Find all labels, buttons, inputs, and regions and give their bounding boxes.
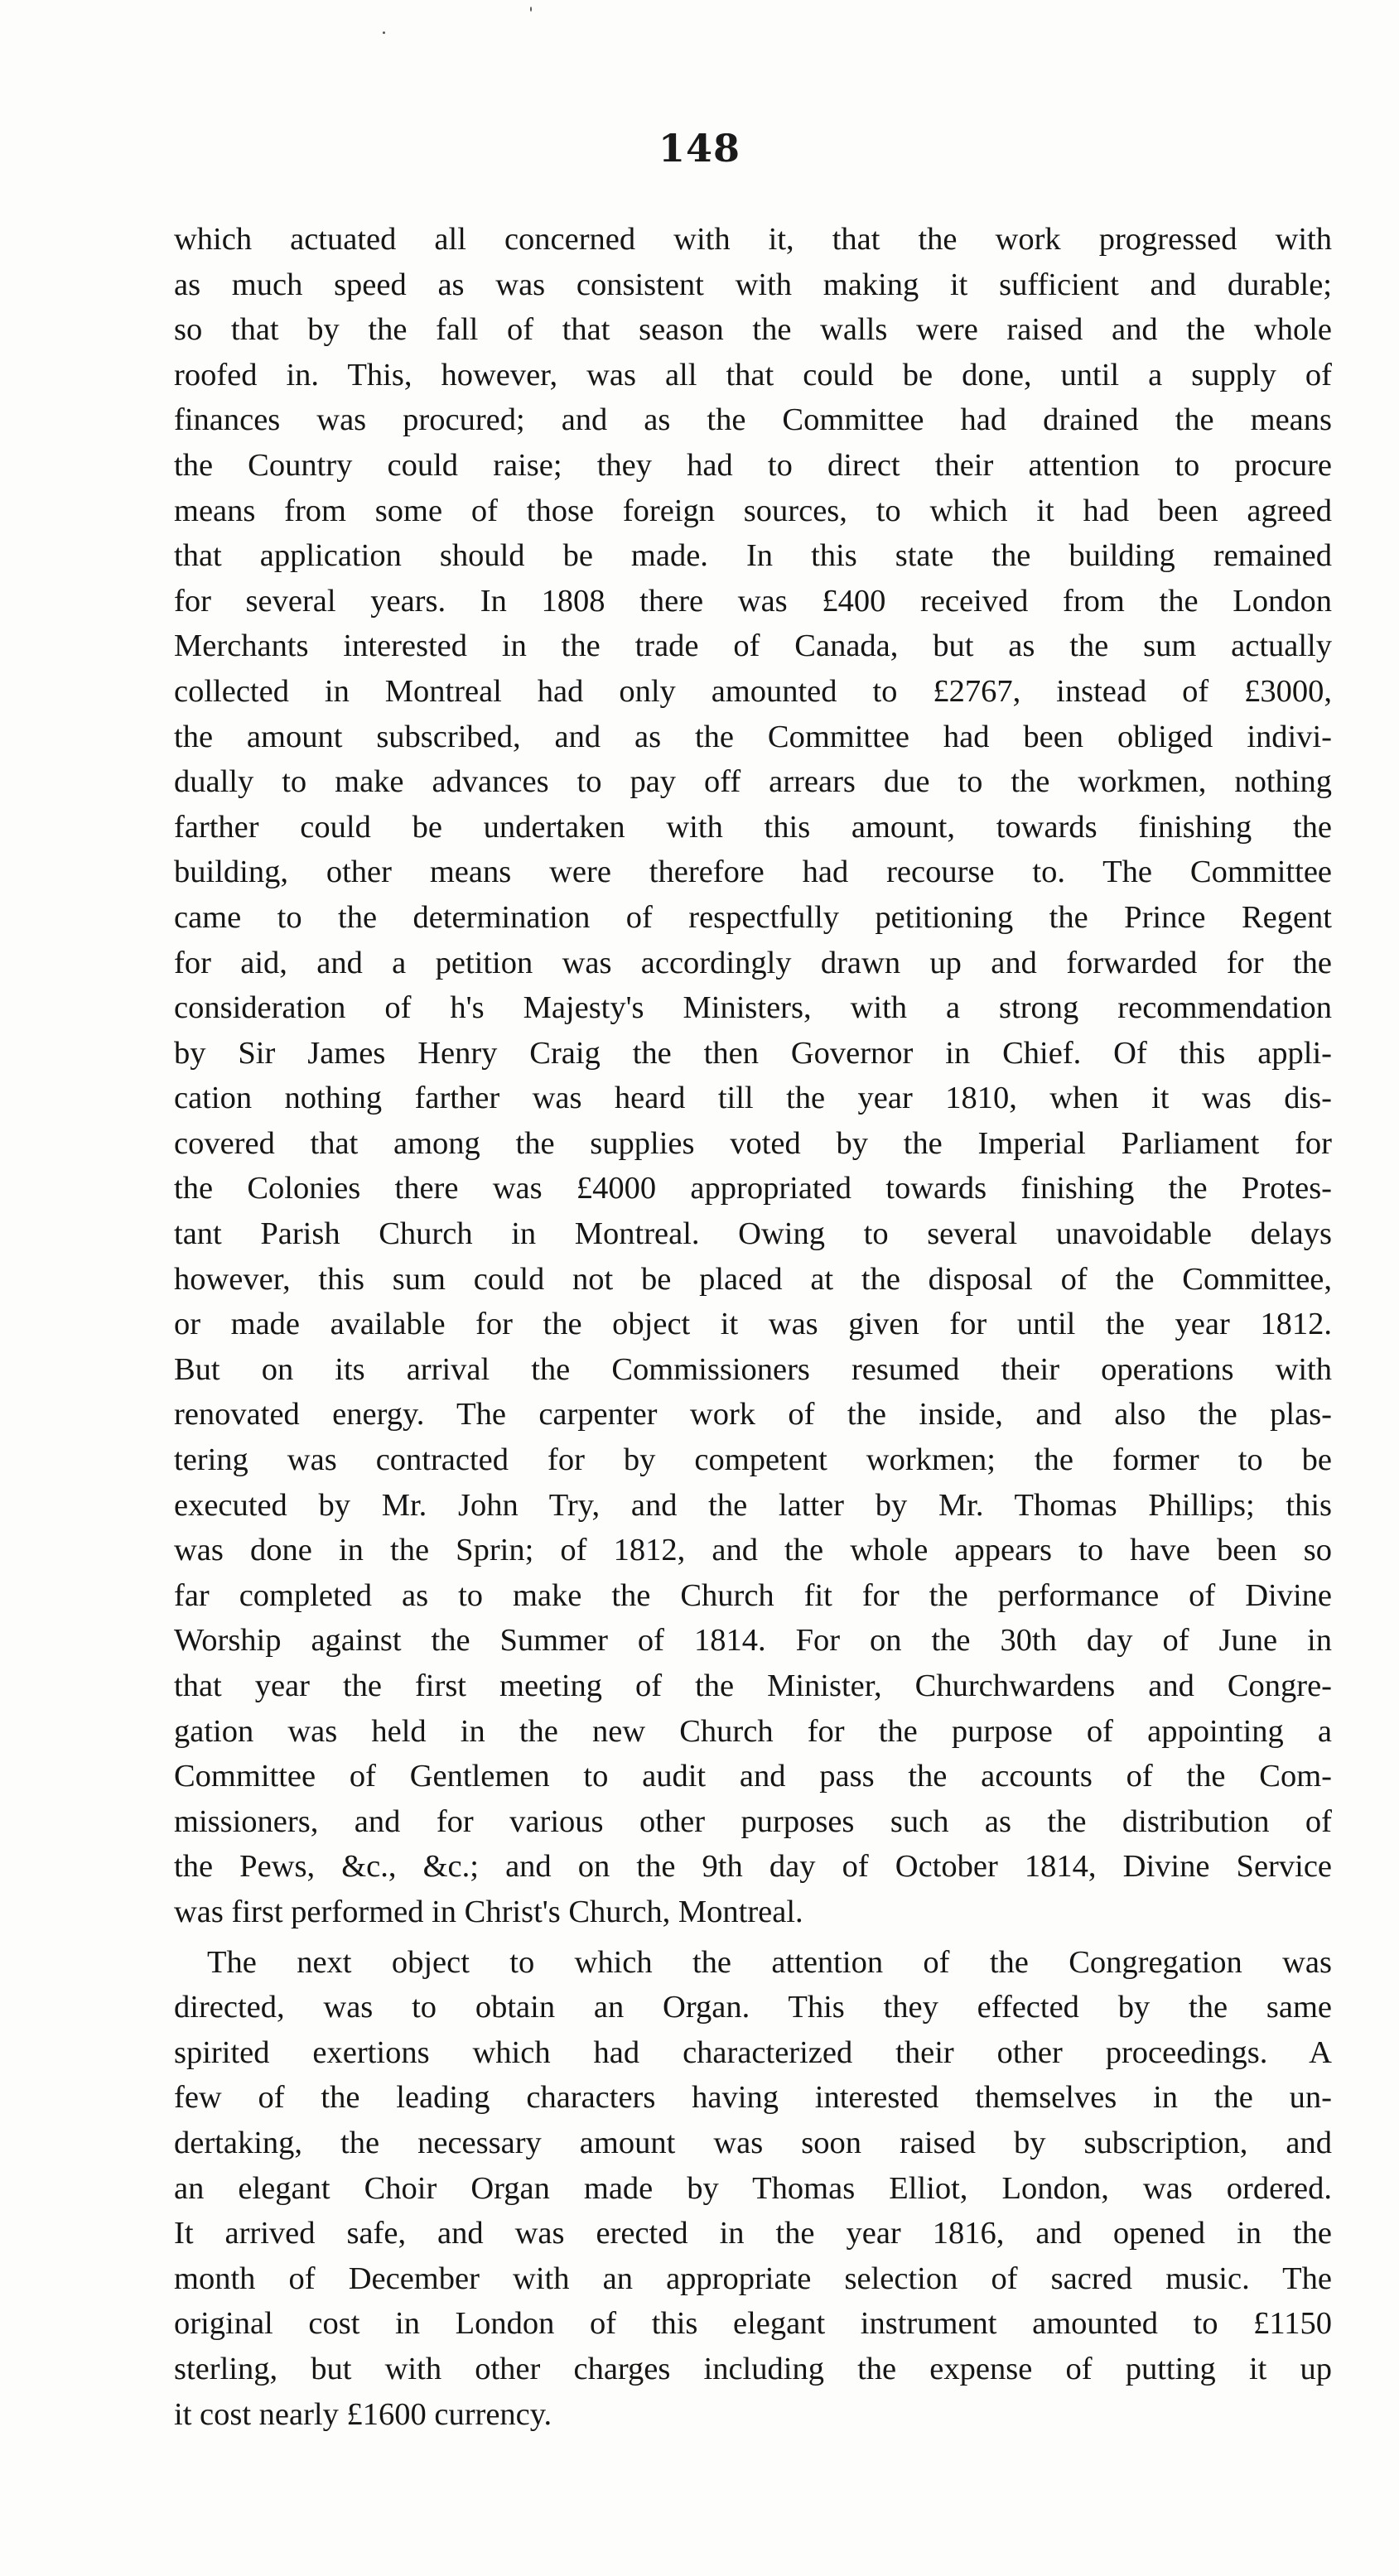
text-line: it cost nearly £1600 currency. — [174, 2396, 552, 2432]
text-line: collected in Montreal had only amounted to £2767, instead of £3000, — [174, 673, 1332, 709]
text-line: farther could be undertaken with this amount, towards finishing the — [174, 809, 1332, 845]
text-line: dertaking, the necessary amount was soon raised by subscription, and — [174, 2125, 1332, 2160]
text-line: month of December with an appropriate selection of sacred music. The — [174, 2261, 1332, 2296]
text-line: for several years. In 1808 there was £400 received from the London — [174, 583, 1332, 619]
text-line: by Sir James Henry Craig the then Governor in Chief. Of this appli- — [174, 1035, 1332, 1071]
text-line: an elegant Choir Organ made by Thomas Elliot, London, was ordered. — [174, 2170, 1332, 2206]
text-line: was done in the Sprin; of 1812, and the whole appears to have been so — [174, 1533, 1332, 1568]
text-line: But on its arrival the Commissioners resumed their operations with — [174, 1351, 1332, 1387]
text-line: few of the leading characters having interested themselves in the un- — [174, 2080, 1332, 2116]
page-number: 148 — [658, 126, 741, 171]
text-line: The next object to which the attention of the Congregation was — [207, 1944, 1332, 1980]
text-line: cation nothing farther was heard till the year 1810, when it was dis- — [174, 1081, 1332, 1116]
text-line: tering was contracted for by competent workmen; the former to be — [174, 1442, 1332, 1478]
text-line: tant Parish Church in Montreal. Owing to several unavoidable delays — [174, 1216, 1332, 1252]
text-line: which actuated all concerned with it, that the work progressed with — [174, 222, 1332, 257]
text-line: Committee of Gentlemen to audit and pass the accounts of the Com- — [174, 1759, 1332, 1794]
text-line: that application should be made. In this state the building remained — [174, 538, 1332, 574]
text-line: missioners, and for various other purposes such as the distribution of — [174, 1803, 1332, 1839]
text-line: Merchants interested in the trade of Canada, but as the sum actually — [174, 628, 1332, 664]
text-line: the Pews, &c., &c.; and on the 9th day of October 1814, Divine Service — [174, 1849, 1332, 1885]
text-line: consideration of h's Majesty's Ministers, with a strong recommendation — [174, 990, 1332, 1026]
text-line: roofed in. This, however, was all that could be done, until a supply of — [174, 357, 1332, 392]
text-line: finances was procured; and as the Committee had drained the means — [174, 402, 1332, 438]
text-line: was first performed in Christ's Church, Montreal. — [174, 1894, 803, 1929]
text-line: gation was held in the new Church for the purpose of appointing a — [174, 1713, 1332, 1749]
text-line: so that by the fall of that season the walls were raised and the whole — [174, 312, 1332, 348]
paragraph-1 — [174, 217, 1332, 1935]
text-line: original cost in London of this elegant instrument amounted to £1150 — [174, 2306, 1332, 2342]
text-line: It arrived safe, and was erected in the year 1816, and opened in the — [174, 2216, 1332, 2251]
text-line: however, this sum could not be placed at the disposal of the Committee, — [174, 1261, 1332, 1297]
text-line: the Colonies there was £4000 appropriated towards finishing the Protes- — [174, 1171, 1332, 1206]
text-line: executed by Mr. John Try, and the latter by Mr. Thomas Phillips; this — [174, 1487, 1332, 1523]
text-line: for aid, and a petition was accordingly drawn up and forwarded for the — [174, 945, 1332, 980]
text-line: or made available for the object it was given for until the year 1812. — [174, 1307, 1332, 1342]
text-line: building, other means were therefore had recourse to. The Committee — [174, 855, 1332, 890]
text-line: sterling, but with other charges including the expense of putting it up — [174, 2351, 1332, 2386]
text-line: as much speed as was consistent with making it sufficient and durable; — [174, 267, 1332, 302]
text-line: the amount subscribed, and as the Committee had been obliged indivi- — [174, 719, 1332, 754]
text-line: means from some of those foreign sources, to which it had been agreed — [174, 493, 1332, 528]
text-line: dually to make advances to pay off arrears due to the workmen, nothing — [174, 764, 1332, 800]
text-line: Worship against the Summer of 1814. For on the 30th day of June in — [174, 1623, 1332, 1659]
text-line: that year the first meeting of the Minister, Churchwardens and Congre- — [174, 1668, 1332, 1703]
text-line: came to the determination of respectfully petitioning the Prince Regent — [174, 899, 1332, 935]
text-line: covered that among the supplies voted by the Imperial Parliament for — [174, 1125, 1332, 1161]
text-line: spirited exertions which had characterized their other proceedings. A — [174, 2034, 1332, 2070]
text-line: far completed as to make the Church fit for the performance of Divine — [174, 1577, 1332, 1613]
paragraph-2 — [174, 1940, 1332, 2438]
text-line: renovated energy. The carpenter work of the inside, and also the plas- — [174, 1397, 1332, 1432]
scan-speck — [530, 7, 532, 12]
text-line: directed, was to obtain an Organ. This they effected by the same — [174, 1990, 1332, 2025]
scan-speck — [383, 31, 385, 34]
body-text — [174, 217, 1332, 2437]
text-line: the Country could raise; they had to direct their attention to procure — [174, 447, 1332, 483]
